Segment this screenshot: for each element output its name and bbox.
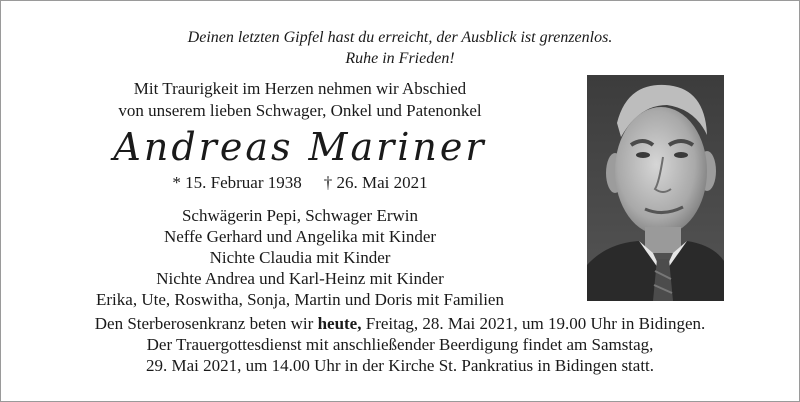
mourners-list bbox=[20, 205, 580, 310]
mourner-line: Nichte Andrea und Karl-Heinz mit Kinder bbox=[156, 269, 444, 288]
birth-date: * 15. Februar 1938 bbox=[172, 173, 302, 192]
life-dates bbox=[40, 172, 560, 194]
funeral-information bbox=[0, 313, 800, 376]
rosary-text-end: Freitag, 28. Mai 2021, um 19.00 Uhr in Bidingen. bbox=[361, 314, 706, 333]
portrait-photo bbox=[587, 75, 724, 301]
motto-line-2: Ruhe in Frieden! bbox=[345, 50, 455, 67]
mourner-line: Schwägerin Pepi, Schwager Erwin bbox=[181, 206, 419, 225]
deceased-name: Andreas Mariner bbox=[113, 125, 487, 169]
intro-line-1: Mit Traurigkeit im Herzen nehmen wir Abschied bbox=[133, 79, 467, 98]
mourner-line: Neffe Gerhard und Angelika mit Kinder bbox=[163, 227, 437, 246]
motto-line-1: Deinen letzten Gipfel hast du erreicht, der Ausblick ist grenzenlos. bbox=[187, 29, 613, 46]
rosary-line bbox=[0, 313, 800, 334]
death-date: † 26. Mai 2021 bbox=[323, 173, 428, 192]
service-line-2: 29. Mai 2021, um 14.00 Uhr in der Kirche St. Pankratius in Bidingen statt. bbox=[145, 356, 655, 375]
rosary-text-start: Den Sterberosenkranz beten wir bbox=[94, 314, 318, 333]
mourner-line: Nichte Claudia mit Kinder bbox=[209, 248, 391, 267]
rosary-today: heute, bbox=[317, 314, 362, 333]
mourner-line: Erika, Ute, Roswitha, Sonja, Martin und Doris mit Familien bbox=[96, 290, 504, 309]
intro-line-2: von unserem lieben Schwager, Onkel und Patenonkel bbox=[118, 101, 482, 120]
service-line-1: Der Trauergottesdienst mit anschließender Beerdigung findet am Samstag, bbox=[146, 335, 654, 354]
portrait-illustration bbox=[587, 75, 724, 301]
